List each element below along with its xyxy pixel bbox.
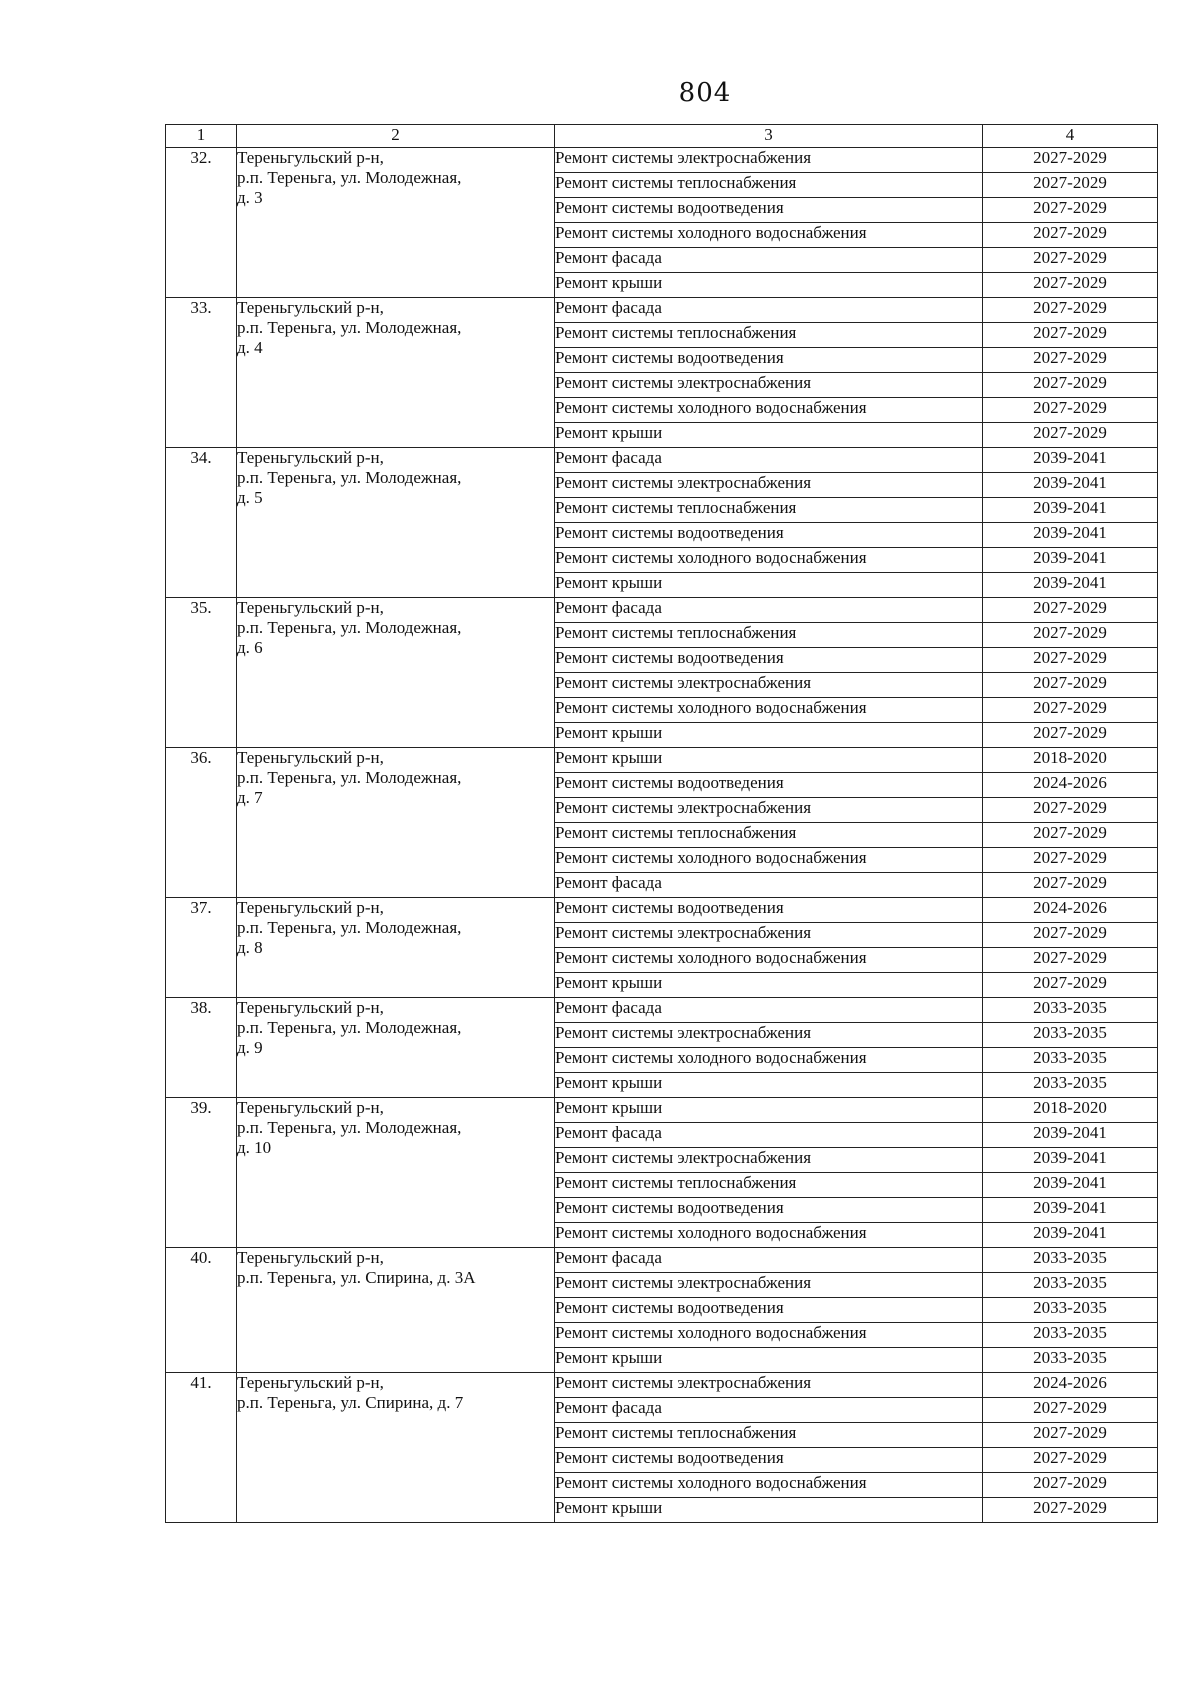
years-cell: 2027-2029 bbox=[983, 673, 1158, 698]
years-cell: 2027-2029 bbox=[983, 398, 1158, 423]
years-cell: 2027-2029 bbox=[983, 1423, 1158, 1448]
address-line: р.п. Тереньга, ул. Молодежная, bbox=[237, 468, 462, 487]
years-cell: 2039-2041 bbox=[983, 523, 1158, 548]
item-number: 34. bbox=[166, 448, 237, 598]
address-line: Тереньгульский р-н, bbox=[237, 448, 384, 467]
years-cell: 2027-2029 bbox=[983, 1473, 1158, 1498]
work-type-cell: Ремонт системы холодного водоснабжения bbox=[555, 1473, 983, 1498]
years-cell: 2027-2029 bbox=[983, 223, 1158, 248]
years-cell: 2027-2029 bbox=[983, 623, 1158, 648]
page-number: 804 bbox=[678, 78, 732, 108]
work-type-cell: Ремонт крыши bbox=[555, 973, 983, 998]
column-header-3: 3 bbox=[555, 125, 983, 148]
work-type-cell: Ремонт крыши bbox=[555, 1098, 983, 1123]
years-cell: 2027-2029 bbox=[983, 823, 1158, 848]
column-header-1: 1 bbox=[166, 125, 237, 148]
work-type-cell: Ремонт системы электроснабжения bbox=[555, 923, 983, 948]
work-type-cell: Ремонт системы теплоснабжения bbox=[555, 623, 983, 648]
work-type-cell: Ремонт системы холодного водоснабжения bbox=[555, 848, 983, 873]
years-cell: 2027-2029 bbox=[983, 1448, 1158, 1473]
address-line: д. 8 bbox=[237, 938, 263, 957]
work-type-cell: Ремонт системы теплоснабжения bbox=[555, 323, 983, 348]
work-type-cell: Ремонт системы теплоснабжения bbox=[555, 823, 983, 848]
address-cell bbox=[237, 148, 555, 298]
work-type-cell: Ремонт системы водоотведения bbox=[555, 773, 983, 798]
work-type-cell: Ремонт системы водоотведения bbox=[555, 1448, 983, 1473]
years-cell: 2027-2029 bbox=[983, 848, 1158, 873]
work-type-cell: Ремонт системы теплоснабжения bbox=[555, 1173, 983, 1198]
work-type-cell: Ремонт системы электроснабжения bbox=[555, 473, 983, 498]
work-type-cell: Ремонт фасада bbox=[555, 448, 983, 473]
work-type-cell: Ремонт системы холодного водоснабжения bbox=[555, 1323, 983, 1348]
work-type-cell: Ремонт крыши bbox=[555, 1073, 983, 1098]
item-number: 41. bbox=[166, 1373, 237, 1523]
work-type-cell: Ремонт системы электроснабжения bbox=[555, 1273, 983, 1298]
years-cell: 2027-2029 bbox=[983, 1498, 1158, 1523]
years-cell: 2027-2029 bbox=[983, 698, 1158, 723]
address-line: р.п. Тереньга, ул. Молодежная, bbox=[237, 768, 462, 787]
years-cell: 2027-2029 bbox=[983, 148, 1158, 173]
address-line: р.п. Тереньга, ул. Спирина, д. 3А bbox=[237, 1268, 476, 1287]
work-type-cell: Ремонт системы водоотведения bbox=[555, 348, 983, 373]
address-line: р.п. Тереньга, ул. Молодежная, bbox=[237, 918, 462, 937]
years-cell: 2027-2029 bbox=[983, 273, 1158, 298]
item-number: 40. bbox=[166, 1248, 237, 1373]
address-cell bbox=[237, 298, 555, 448]
work-type-cell: Ремонт системы водоотведения bbox=[555, 523, 983, 548]
work-type-cell: Ремонт системы водоотведения bbox=[555, 198, 983, 223]
table-row bbox=[166, 748, 1158, 773]
years-cell: 2039-2041 bbox=[983, 448, 1158, 473]
years-cell: 2033-2035 bbox=[983, 1023, 1158, 1048]
item-number: 35. bbox=[166, 598, 237, 748]
item-number: 32. bbox=[166, 148, 237, 298]
address-line: д. 4 bbox=[237, 338, 263, 357]
address-line: Тереньгульский р-н, bbox=[237, 748, 384, 767]
years-cell: 2039-2041 bbox=[983, 1173, 1158, 1198]
table-row bbox=[166, 448, 1158, 473]
work-type-cell: Ремонт фасада bbox=[555, 873, 983, 898]
address-line: д. 9 bbox=[237, 1038, 263, 1057]
years-cell: 2033-2035 bbox=[983, 1348, 1158, 1373]
item-number: 33. bbox=[166, 298, 237, 448]
work-type-cell: Ремонт крыши bbox=[555, 1348, 983, 1373]
table-row bbox=[166, 1098, 1158, 1123]
years-cell: 2027-2029 bbox=[983, 423, 1158, 448]
years-cell: 2033-2035 bbox=[983, 1048, 1158, 1073]
address-line: Тереньгульский р-н, bbox=[237, 898, 384, 917]
work-type-cell: Ремонт системы холодного водоснабжения bbox=[555, 223, 983, 248]
years-cell: 2024-2026 bbox=[983, 773, 1158, 798]
address-cell bbox=[237, 598, 555, 748]
item-number: 36. bbox=[166, 748, 237, 898]
document-sheet bbox=[165, 124, 1157, 1523]
work-type-cell: Ремонт фасада bbox=[555, 1123, 983, 1148]
work-type-cell: Ремонт системы водоотведения bbox=[555, 898, 983, 923]
work-type-cell: Ремонт системы электроснабжения bbox=[555, 148, 983, 173]
column-header-4: 4 bbox=[983, 125, 1158, 148]
work-type-cell: Ремонт крыши bbox=[555, 748, 983, 773]
table-row bbox=[166, 998, 1158, 1023]
work-type-cell: Ремонт системы водоотведения bbox=[555, 1198, 983, 1223]
work-type-cell: Ремонт системы водоотведения bbox=[555, 1298, 983, 1323]
years-cell: 2039-2041 bbox=[983, 498, 1158, 523]
column-number-row bbox=[166, 125, 1158, 148]
table-row bbox=[166, 898, 1158, 923]
work-type-cell: Ремонт системы электроснабжения bbox=[555, 1023, 983, 1048]
address-cell bbox=[237, 748, 555, 898]
work-type-cell: Ремонт крыши bbox=[555, 723, 983, 748]
address-cell bbox=[237, 448, 555, 598]
work-type-cell: Ремонт крыши bbox=[555, 273, 983, 298]
work-type-cell: Ремонт фасада bbox=[555, 248, 983, 273]
work-type-cell: Ремонт фасада bbox=[555, 998, 983, 1023]
work-type-cell: Ремонт системы теплоснабжения bbox=[555, 1423, 983, 1448]
work-type-cell: Ремонт системы электроснабжения bbox=[555, 798, 983, 823]
repair-schedule-table bbox=[165, 124, 1158, 1523]
years-cell: 2027-2029 bbox=[983, 948, 1158, 973]
years-cell: 2027-2029 bbox=[983, 298, 1158, 323]
years-cell: 2027-2029 bbox=[983, 373, 1158, 398]
item-number: 38. bbox=[166, 998, 237, 1098]
address-line: д. 3 bbox=[237, 188, 263, 207]
years-cell: 2027-2029 bbox=[983, 248, 1158, 273]
work-type-cell: Ремонт системы холодного водоснабжения bbox=[555, 948, 983, 973]
years-cell: 2033-2035 bbox=[983, 1073, 1158, 1098]
work-type-cell: Ремонт фасада bbox=[555, 298, 983, 323]
work-type-cell: Ремонт системы водоотведения bbox=[555, 648, 983, 673]
column-header-2: 2 bbox=[237, 125, 555, 148]
years-cell: 2033-2035 bbox=[983, 1273, 1158, 1298]
years-cell: 2018-2020 bbox=[983, 748, 1158, 773]
work-type-cell: Ремонт фасада bbox=[555, 1248, 983, 1273]
address-line: Тереньгульский р-н, bbox=[237, 1098, 384, 1117]
table-body bbox=[166, 148, 1158, 1523]
address-line: Тереньгульский р-н, bbox=[237, 1373, 384, 1392]
table-row bbox=[166, 1248, 1158, 1273]
years-cell: 2027-2029 bbox=[983, 598, 1158, 623]
work-type-cell: Ремонт системы холодного водоснабжения bbox=[555, 1048, 983, 1073]
work-type-cell: Ремонт крыши bbox=[555, 1498, 983, 1523]
address-line: р.п. Тереньга, ул. Молодежная, bbox=[237, 318, 462, 337]
years-cell: 2033-2035 bbox=[983, 998, 1158, 1023]
years-cell: 2039-2041 bbox=[983, 1198, 1158, 1223]
work-type-cell: Ремонт крыши bbox=[555, 423, 983, 448]
table-row bbox=[166, 598, 1158, 623]
work-type-cell: Ремонт системы холодного водоснабжения bbox=[555, 698, 983, 723]
item-number: 37. bbox=[166, 898, 237, 998]
address-line: Тереньгульский р-н, bbox=[237, 998, 384, 1017]
work-type-cell: Ремонт фасада bbox=[555, 1398, 983, 1423]
years-cell: 2027-2029 bbox=[983, 1398, 1158, 1423]
work-type-cell: Ремонт системы электроснабжения bbox=[555, 673, 983, 698]
years-cell: 2027-2029 bbox=[983, 648, 1158, 673]
work-type-cell: Ремонт системы холодного водоснабжения bbox=[555, 398, 983, 423]
address-cell bbox=[237, 998, 555, 1098]
work-type-cell: Ремонт фасада bbox=[555, 598, 983, 623]
work-type-cell: Ремонт системы электроснабжения bbox=[555, 1148, 983, 1173]
work-type-cell: Ремонт крыши bbox=[555, 573, 983, 598]
years-cell: 2039-2041 bbox=[983, 473, 1158, 498]
table-row bbox=[166, 1373, 1158, 1398]
address-cell bbox=[237, 898, 555, 998]
address-line: д. 7 bbox=[237, 788, 263, 807]
years-cell: 2024-2026 bbox=[983, 898, 1158, 923]
address-line: Тереньгульский р-н, bbox=[237, 598, 384, 617]
years-cell: 2027-2029 bbox=[983, 723, 1158, 748]
address-line: Тереньгульский р-н, bbox=[237, 1248, 384, 1267]
years-cell: 2027-2029 bbox=[983, 173, 1158, 198]
address-line: д. 10 bbox=[237, 1138, 272, 1157]
address-cell bbox=[237, 1248, 555, 1373]
work-type-cell: Ремонт системы электроснабжения bbox=[555, 373, 983, 398]
address-line: р.п. Тереньга, ул. Спирина, д. 7 bbox=[237, 1393, 464, 1412]
item-number: 39. bbox=[166, 1098, 237, 1248]
years-cell: 2039-2041 bbox=[983, 1223, 1158, 1248]
address-cell bbox=[237, 1098, 555, 1248]
years-cell: 2024-2026 bbox=[983, 1373, 1158, 1398]
years-cell: 2027-2029 bbox=[983, 198, 1158, 223]
address-line: р.п. Тереньга, ул. Молодежная, bbox=[237, 618, 462, 637]
years-cell: 2018-2020 bbox=[983, 1098, 1158, 1123]
table-row bbox=[166, 148, 1158, 173]
years-cell: 2039-2041 bbox=[983, 548, 1158, 573]
years-cell: 2027-2029 bbox=[983, 923, 1158, 948]
years-cell: 2027-2029 bbox=[983, 323, 1158, 348]
table-row bbox=[166, 298, 1158, 323]
years-cell: 2033-2035 bbox=[983, 1248, 1158, 1273]
years-cell: 2027-2029 bbox=[983, 348, 1158, 373]
years-cell: 2039-2041 bbox=[983, 1148, 1158, 1173]
work-type-cell: Ремонт системы холодного водоснабжения bbox=[555, 1223, 983, 1248]
work-type-cell: Ремонт системы электроснабжения bbox=[555, 1373, 983, 1398]
address-cell bbox=[237, 1373, 555, 1523]
address-line: р.п. Тереньга, ул. Молодежная, bbox=[237, 1118, 462, 1137]
years-cell: 2033-2035 bbox=[983, 1323, 1158, 1348]
years-cell: 2033-2035 bbox=[983, 1298, 1158, 1323]
address-line: д. 6 bbox=[237, 638, 263, 657]
years-cell: 2027-2029 bbox=[983, 798, 1158, 823]
address-line: р.п. Тереньга, ул. Молодежная, bbox=[237, 1018, 462, 1037]
address-line: Тереньгульский р-н, bbox=[237, 148, 384, 167]
address-line: Тереньгульский р-н, bbox=[237, 298, 384, 317]
years-cell: 2039-2041 bbox=[983, 1123, 1158, 1148]
work-type-cell: Ремонт системы холодного водоснабжения bbox=[555, 548, 983, 573]
address-line: р.п. Тереньга, ул. Молодежная, bbox=[237, 168, 462, 187]
years-cell: 2027-2029 bbox=[983, 873, 1158, 898]
work-type-cell: Ремонт системы теплоснабжения bbox=[555, 498, 983, 523]
years-cell: 2027-2029 bbox=[983, 973, 1158, 998]
work-type-cell: Ремонт системы теплоснабжения bbox=[555, 173, 983, 198]
address-line: д. 5 bbox=[237, 488, 263, 507]
years-cell: 2039-2041 bbox=[983, 573, 1158, 598]
